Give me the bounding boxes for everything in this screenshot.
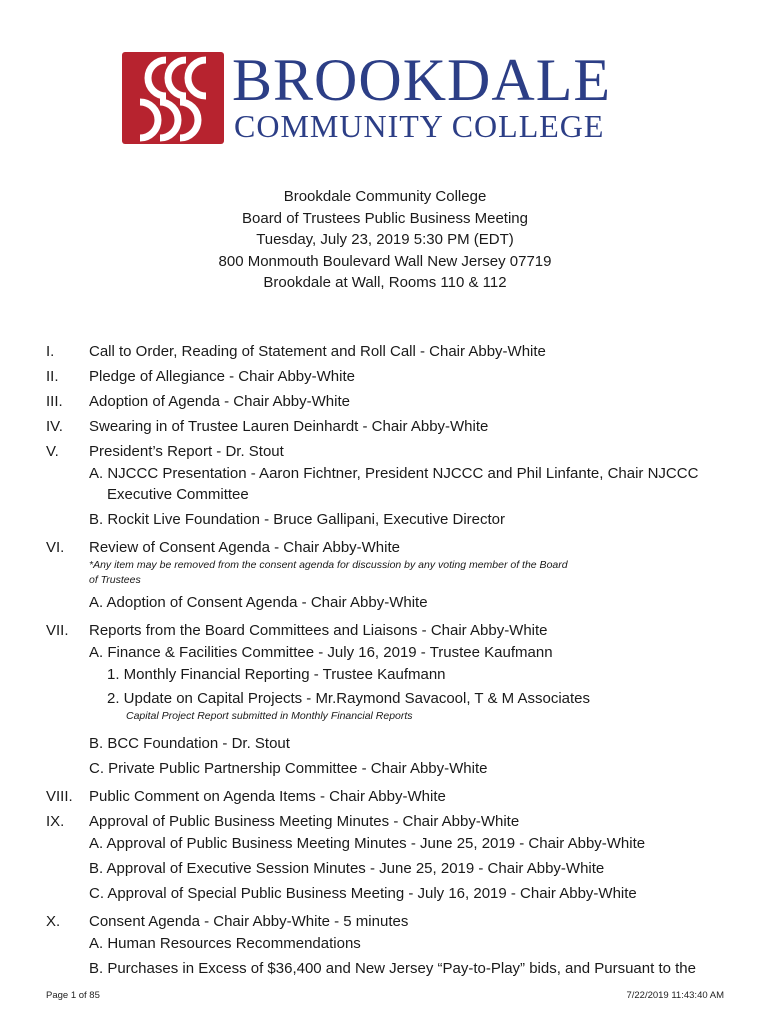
page-number: Page 1 of 85 bbox=[46, 990, 100, 1001]
agenda-subitem-text: C. Approval of Special Public Business Meeting - July 16, 2019 - Chair Abby-White bbox=[89, 885, 637, 902]
agenda-subitem-text: A. Finance & Facilities Committee - July 16, 2019 - Trustee Kaufmann bbox=[89, 644, 553, 661]
header-meeting: Board of Trustees Public Business Meeting bbox=[242, 209, 528, 227]
agenda-subitem-text: A. Human Resources Recommendations bbox=[89, 935, 361, 952]
agenda-subitem-text: A. Adoption of Consent Agenda - Chair Abby-White bbox=[89, 594, 428, 611]
header-address: 800 Monmouth Boulevard Wall New Jersey 07719 bbox=[218, 252, 552, 270]
agenda-subitem-text: A. Approval of Public Business Meeting Minutes - June 25, 2019 - Chair Abby-White bbox=[89, 835, 646, 852]
agenda-number: VIII. bbox=[46, 788, 73, 805]
agenda-text: Public Comment on Agenda Items - Chair Abby-White bbox=[89, 788, 446, 805]
agenda-number: X. bbox=[46, 913, 61, 930]
agenda-number: IX. bbox=[46, 813, 65, 830]
agenda-note-text: Capital Project Report submitted in Monthly Financial Reports bbox=[126, 710, 413, 722]
agenda-subsubitem-text: 1. Monthly Financial Reporting - Trustee Kaufmann bbox=[107, 666, 446, 683]
agenda-text: Consent Agenda - Chair Abby-White - 5 minutes bbox=[89, 913, 409, 930]
agenda-subitem-text: A. NJCCC Presentation - Aaron Fichtner, President NJCCC and Phil Linfante, Chair NJCCC bbox=[89, 465, 699, 482]
logo-wordmark-community-college: COMMUNITY COLLEGE bbox=[234, 108, 605, 144]
header-org: Brookdale Community College bbox=[283, 188, 487, 205]
agenda-text: President’s Report - Dr. Stout bbox=[89, 443, 284, 460]
logo-emblem-icon bbox=[122, 52, 224, 144]
logo-wordmark-brookdale: BROOKDALE bbox=[232, 47, 611, 113]
agenda-number: I. bbox=[46, 343, 55, 360]
agenda-text: Reports from the Board Committees and Liaisons - Chair Abby-White bbox=[89, 622, 548, 639]
agenda-note-text: *Any item may be removed from the consent agenda for discussion by any voting member of the Board bbox=[89, 559, 568, 571]
agenda-subitem-text: B. BCC Foundation - Dr. Stout bbox=[89, 735, 290, 752]
agenda-text: Call to Order, Reading of Statement and Roll Call - Chair Abby-White bbox=[89, 343, 546, 360]
agenda-text: Swearing in of Trustee Lauren Deinhardt - Chair Abby-White bbox=[89, 418, 489, 435]
agenda-number: VI. bbox=[46, 539, 65, 556]
agenda-number: III. bbox=[46, 393, 63, 410]
agenda-subsubitem-text: 2. Update on Capital Projects - Mr.Raymond Savacool, T & M Associates bbox=[107, 690, 591, 707]
agenda-number: IV. bbox=[46, 418, 63, 435]
agenda-subitem-text: Executive Committee bbox=[107, 486, 249, 503]
agenda-note-text: of Trustees bbox=[89, 574, 141, 586]
agenda-subitem-text: B. Rockit Live Foundation - Bruce Gallipani, Executive Director bbox=[89, 511, 506, 528]
header-date: Tuesday, July 23, 2019 5:30 PM (EDT) bbox=[256, 231, 514, 248]
agenda-text: Review of Consent Agenda - Chair Abby-White bbox=[89, 539, 400, 556]
print-timestamp: 7/22/2019 11:43:40 AM bbox=[626, 990, 724, 1001]
agenda-subitem-text: C. Private Public Partnership Committee - Chair Abby-White bbox=[89, 760, 488, 777]
college-logo bbox=[122, 47, 647, 144]
agenda-number: V. bbox=[46, 443, 59, 460]
agenda-subitem-text: B. Purchases in Excess of $36,400 and New Jersey “Pay-to-Play” bids, and Pursuant to the bbox=[89, 960, 696, 977]
agenda-text: Adoption of Agenda - Chair Abby-White bbox=[89, 393, 350, 410]
agenda-text: Pledge of Allegiance - Chair Abby-White bbox=[89, 368, 355, 385]
header-location: Brookdale at Wall, Rooms 110 & 112 bbox=[263, 274, 507, 291]
agenda-number: VII. bbox=[46, 622, 69, 639]
meeting-header bbox=[0, 186, 770, 294]
agenda-subitem-text: B. Approval of Executive Session Minutes - June 25, 2019 - Chair Abby-White bbox=[89, 860, 605, 877]
agenda-text: Approval of Public Business Meeting Minutes - Chair Abby-White bbox=[89, 813, 520, 830]
agenda-number: II. bbox=[46, 368, 59, 385]
